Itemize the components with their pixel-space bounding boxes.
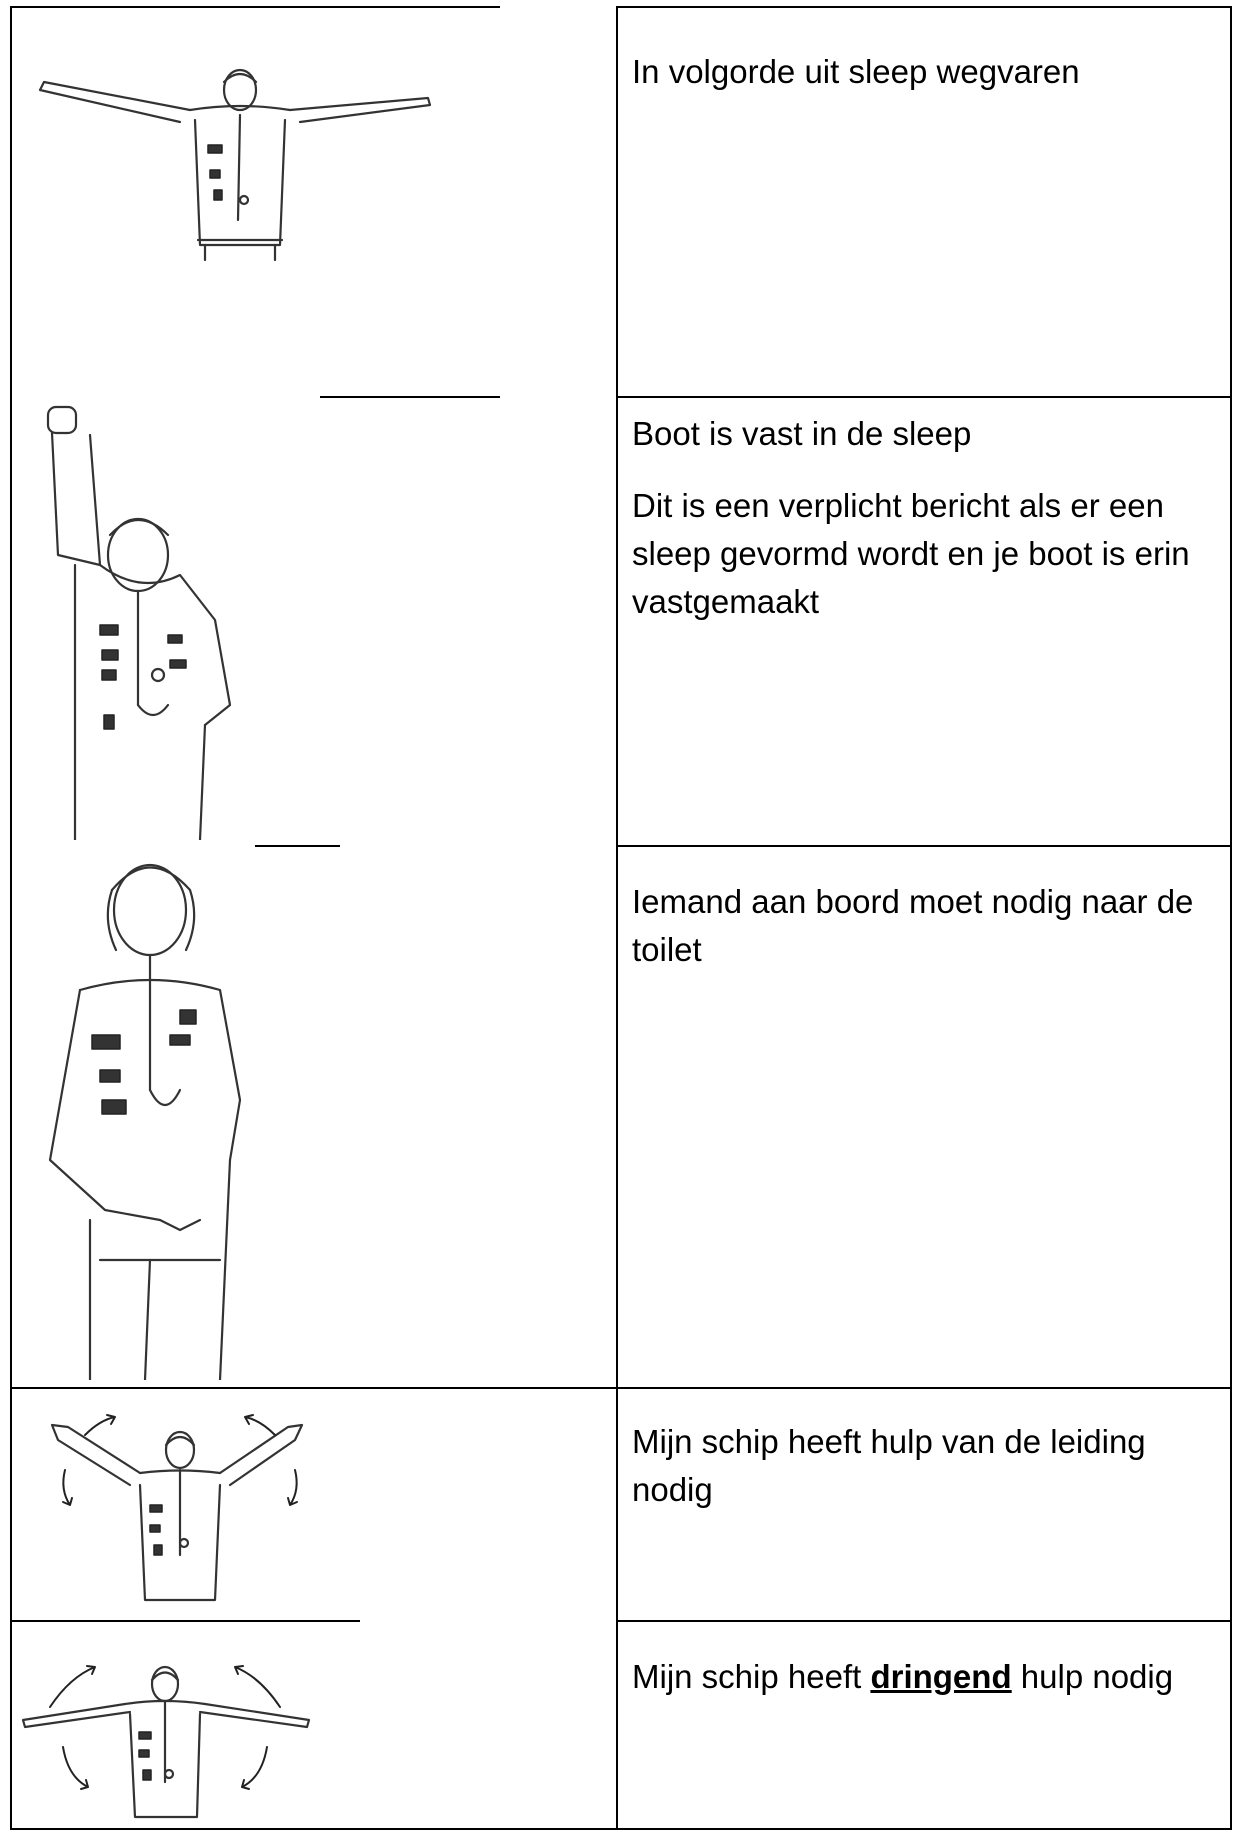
figure-hand-on-waist: [30, 860, 270, 1380]
signal-3-line: Iemand aan boord moet nodig naar de toilet: [632, 883, 1194, 968]
row-divider-1-left: [320, 396, 500, 398]
signal-5-line: [632, 1653, 1230, 1701]
signal-2-line-2: Dit is een verplicht bericht als er een sleep gevormd wordt en je boot is erin vastgemaakt: [632, 487, 1190, 620]
signal-1-description: [632, 48, 1230, 96]
row-divider-2-left: [255, 845, 340, 847]
table-border-top-left: [10, 6, 500, 8]
figure-arms-spread-horizontal: [30, 60, 450, 270]
signal-5-emphasis: dringend: [870, 1658, 1012, 1695]
figure-arms-horizontal-waving: [15, 1632, 315, 1822]
table-border-left: [10, 6, 12, 1830]
signal-5-text-after: hulp nodig: [1011, 1658, 1174, 1695]
table-border-top: [616, 6, 1232, 8]
signal-4-line: Mijn schip heeft hulp van de leiding nodig: [632, 1423, 1146, 1508]
figure-arms-raised-waving: [30, 1395, 330, 1615]
column-divider: [616, 6, 618, 1830]
signal-2-line-1: Boot is vast in de sleep: [632, 415, 972, 452]
row-divider-4-left: [10, 1620, 360, 1622]
signal-3-description: [632, 878, 1230, 974]
signal-5-description: [632, 1653, 1230, 1701]
signal-2-description: [632, 410, 1230, 626]
table-border-right: [1230, 6, 1232, 1830]
row-divider-4: [616, 1620, 1232, 1622]
signal-1-line: In volgorde uit sleep wegvaren: [632, 53, 1080, 90]
row-divider-2: [616, 845, 1232, 847]
row-divider-3-left-fix: [10, 1387, 360, 1389]
row-divider-1: [616, 396, 1232, 398]
figure-fist-raised: [20, 405, 250, 840]
signal-4-description: [632, 1418, 1230, 1514]
signal-5-text-before: Mijn schip heeft: [632, 1658, 871, 1695]
